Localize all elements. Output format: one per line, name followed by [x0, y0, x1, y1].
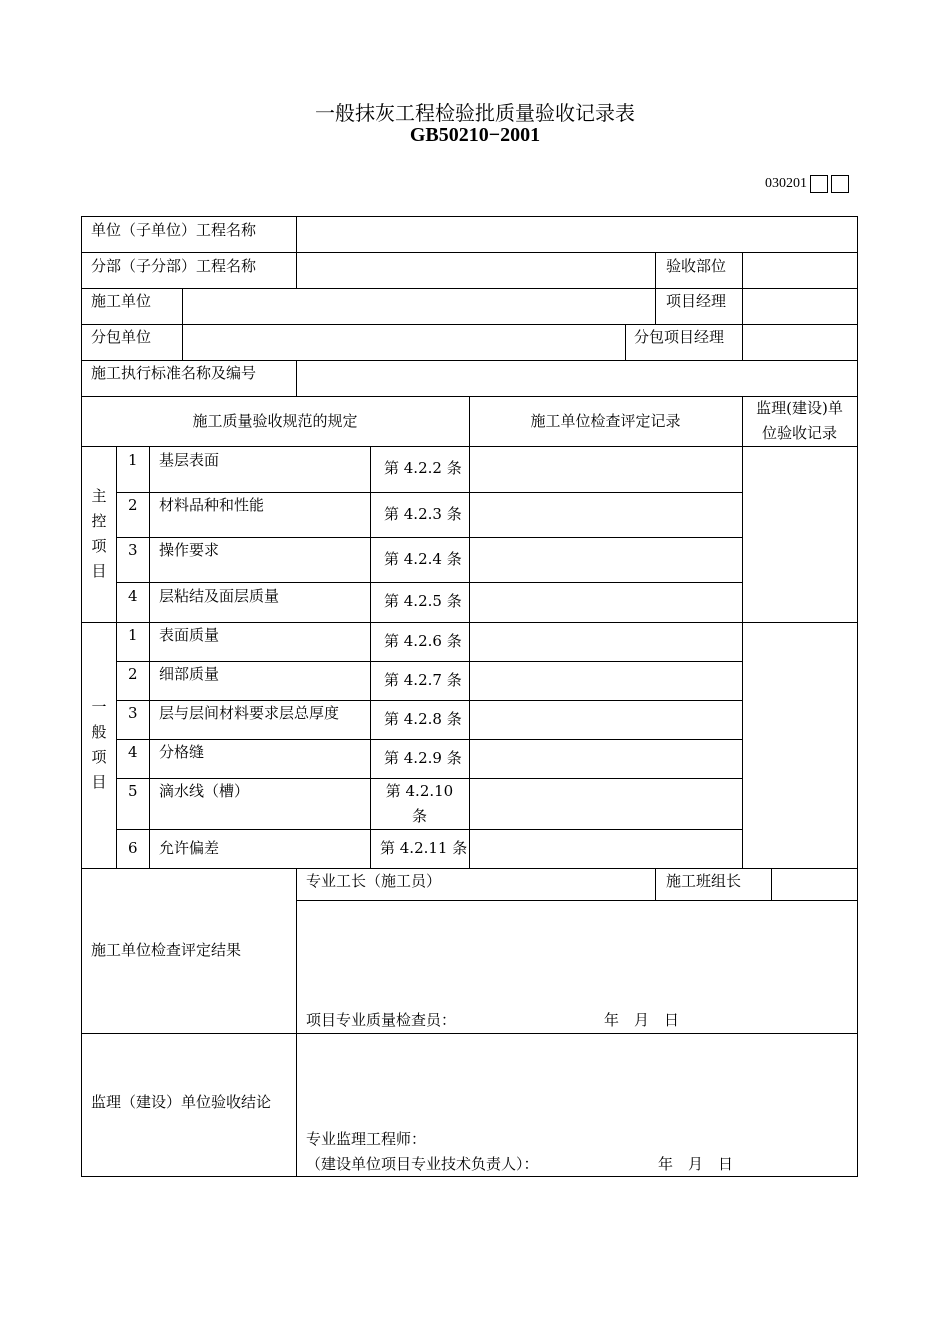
- table-row-name: 允许偏差: [159, 839, 220, 857]
- col-line: [469, 396, 470, 868]
- table-row-clause: 第 4.2.8 条: [384, 710, 462, 728]
- row-line: [296, 900, 858, 901]
- table-row-no: 1: [128, 626, 138, 644]
- col-line: [742, 252, 743, 360]
- sub-project-label: 分部（子分部）工程名称: [91, 257, 257, 275]
- table-border-right: [857, 216, 858, 1177]
- row-line: [116, 582, 743, 583]
- col-line: [296, 360, 297, 396]
- supervision-conclusion-label: 监理（建设）单位验收结论: [91, 1093, 272, 1111]
- construction-unit-label: 施工单位: [91, 292, 152, 310]
- supervision-date-label: 年 月 日: [658, 1155, 734, 1173]
- col-line: [296, 216, 297, 288]
- engineer-label: 专业监理工程师：: [306, 1130, 427, 1148]
- form-number-box-1[interactable]: [810, 175, 828, 193]
- table-row-name: 材料品种和性能: [159, 496, 265, 514]
- table-row-clause: 第 4.2.11 条: [380, 839, 468, 857]
- table-row-clause: 第 4.2.7 条: [384, 671, 462, 689]
- general-items-group-label: 一般项目: [91, 698, 107, 791]
- table-border-left: [81, 216, 82, 1177]
- table-row-clause: 第 4.2.9 条: [384, 749, 462, 767]
- table-row-no: 4: [128, 587, 138, 605]
- spec-column-header: 施工质量验收规范的规定: [192, 412, 358, 430]
- table-row-no: 6: [128, 839, 138, 857]
- inspection-result-label: 施工单位检查评定结果: [91, 941, 242, 959]
- subcontract-unit-label: 分包单位: [91, 328, 152, 346]
- table-row-name: 基层表面: [159, 451, 220, 469]
- col-line: [771, 868, 772, 900]
- unit-project-label: 单位（子单位）工程名称: [91, 221, 257, 239]
- table-row-no: 2: [128, 496, 138, 514]
- table-row-name: 表面质量: [159, 626, 220, 644]
- col-line: [625, 324, 626, 360]
- subcontract-manager-label: 分包项目经理: [634, 328, 725, 346]
- table-row-name: 滴水线（槽）: [159, 782, 250, 800]
- col-line: [116, 446, 117, 868]
- row-line: [116, 829, 743, 830]
- table-row-clause: 第 4.2.3 条: [384, 505, 462, 523]
- table-row-name: 层与层间材料要求层总厚度: [159, 704, 340, 722]
- table-row-clause-line2: 条: [411, 807, 427, 825]
- col-line: [655, 252, 656, 324]
- table-border-top: [81, 216, 858, 217]
- col-line: [149, 446, 150, 868]
- foreman-label: 专业工长（施工员）: [306, 872, 442, 890]
- form-title: 一般抹灰工程检验批质量验收记录表: [315, 101, 635, 125]
- table-row-no: 1: [128, 451, 138, 469]
- col-line: [182, 288, 183, 360]
- table-row-no: 3: [128, 704, 138, 722]
- table-row-clause-line1: 第 4.2.10: [385, 782, 454, 800]
- table-row-no: 5: [128, 782, 138, 800]
- inspection-date-label: 年 月 日: [604, 1011, 680, 1029]
- record-column-header: 施工单位检查评定记录: [530, 412, 681, 430]
- table-row-name: 细部质量: [159, 665, 220, 683]
- col-line: [742, 396, 743, 868]
- team-leader-label: 施工班组长: [666, 872, 742, 890]
- main-items-group-label: 主控项目: [91, 487, 107, 580]
- form-number-text: 030201: [765, 176, 807, 191]
- col-line: [296, 868, 297, 1177]
- supervision-column-header-line1: 监理(建设)单: [756, 399, 843, 417]
- table-row-clause: 第 4.2.4 条: [384, 550, 462, 568]
- table-row-clause: 第 4.2.5 条: [384, 592, 462, 610]
- owner-rep-label: （建设单位项目专业技术负责人）：: [306, 1155, 539, 1173]
- table-row-no: 2: [128, 665, 138, 683]
- col-line: [655, 868, 656, 900]
- acceptance-part-label: 验收部位: [666, 257, 727, 275]
- table-row-no: 4: [128, 743, 138, 761]
- standard-code: GB50210−2001: [409, 124, 541, 146]
- form-number-box-2[interactable]: [831, 175, 849, 193]
- inspector-label: 项目专业质量检查员：: [306, 1011, 457, 1029]
- table-row-name: 分格缝: [159, 743, 205, 761]
- row-line: [81, 1033, 858, 1034]
- form-number: [765, 175, 849, 193]
- standard-label: 施工执行标准名称及编号: [91, 364, 257, 382]
- table-row-clause: 第 4.2.2 条: [384, 459, 462, 477]
- table-row-no: 3: [128, 541, 138, 559]
- table-row-name: 操作要求: [159, 541, 220, 559]
- row-line: [116, 739, 743, 740]
- table-row-name: 层粘结及面层质量: [159, 587, 280, 605]
- project-manager-label: 项目经理: [666, 292, 727, 310]
- row-line: [81, 868, 858, 869]
- table-row-clause: 第 4.2.6 条: [384, 632, 462, 650]
- supervision-column-header-line2: 位验收记录: [761, 424, 837, 442]
